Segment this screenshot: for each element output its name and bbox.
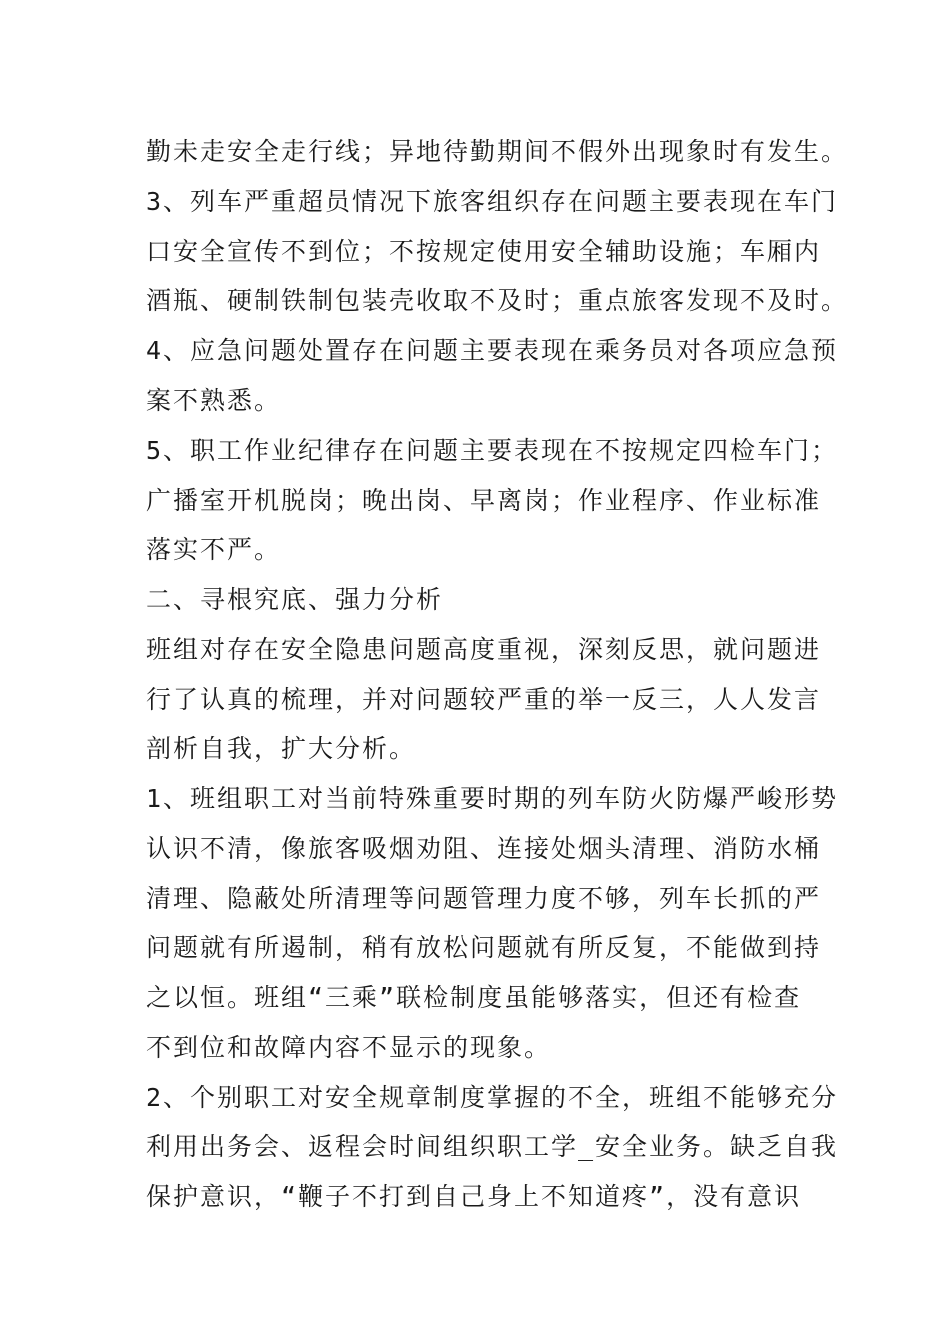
text-line: 广播室开机脱岗；晚出岗、早离岗；作业程序、作业标准 [146,486,822,515]
text-line: 口安全宣传不到位；不按规定使用安全辅助设施；车厢内 [146,237,822,266]
text-line: 清理、隐蔽处所清理等问题管理力度不够，列车长抓的严 [146,884,822,913]
text-line: 1、班组职工对当前特殊重要时期的列车防火防爆严峻形势 [146,784,839,813]
text-line: 班组对存在安全隐患问题高度重视，深刻反思，就问题进 [146,635,822,664]
text-line: 2、个别职工对安全规章制度掌握的不全，班组不能够充分 [146,1083,839,1112]
text-line: 认识不清，像旅客吸烟劝阻、连接处烟头清理、消防水桶 [146,834,822,863]
text-line: 落实不严。 [146,535,282,564]
text-line: 利用出务会、返程会时间组织职工学_安全业务。缺乏自我 [146,1132,839,1161]
text-line: 3、列车严重超员情况下旅客组织存在问题主要表现在车门 [146,187,839,216]
text-line: 保护意识，“鞭子不打到自己身上不知道疼”，没有意识 [146,1182,802,1211]
text-line: 剖析自我，扩大分析。 [146,734,417,763]
text-line: 案不熟悉。 [146,386,282,415]
text-line: 5、职工作业纪律存在问题主要表现在不按规定四检车门； [146,436,839,465]
text-line: 之以恒。班组“三乘”联检制度虽能够落实，但还有检查 [146,983,802,1012]
text-line: 酒瓶、硬制铁制包装壳收取不及时；重点旅客发现不及时。 [146,286,849,315]
text-line: 行了认真的梳理，并对问题较严重的举一反三，人人发言 [146,685,822,714]
text-line: 问题就有所遏制，稍有放松问题就有所反复，不能做到持 [146,933,822,962]
section-heading: 二、寻根究底、强力分析 [146,585,444,614]
text-line: 不到位和故障内容不显示的现象。 [146,1033,552,1062]
text-line: 勤未走安全走行线；异地待勤期间不假外出现象时有发生。 [146,137,849,166]
text-line: 4、应急问题处置存在问题主要表现在乘务员对各项应急预 [146,336,839,365]
